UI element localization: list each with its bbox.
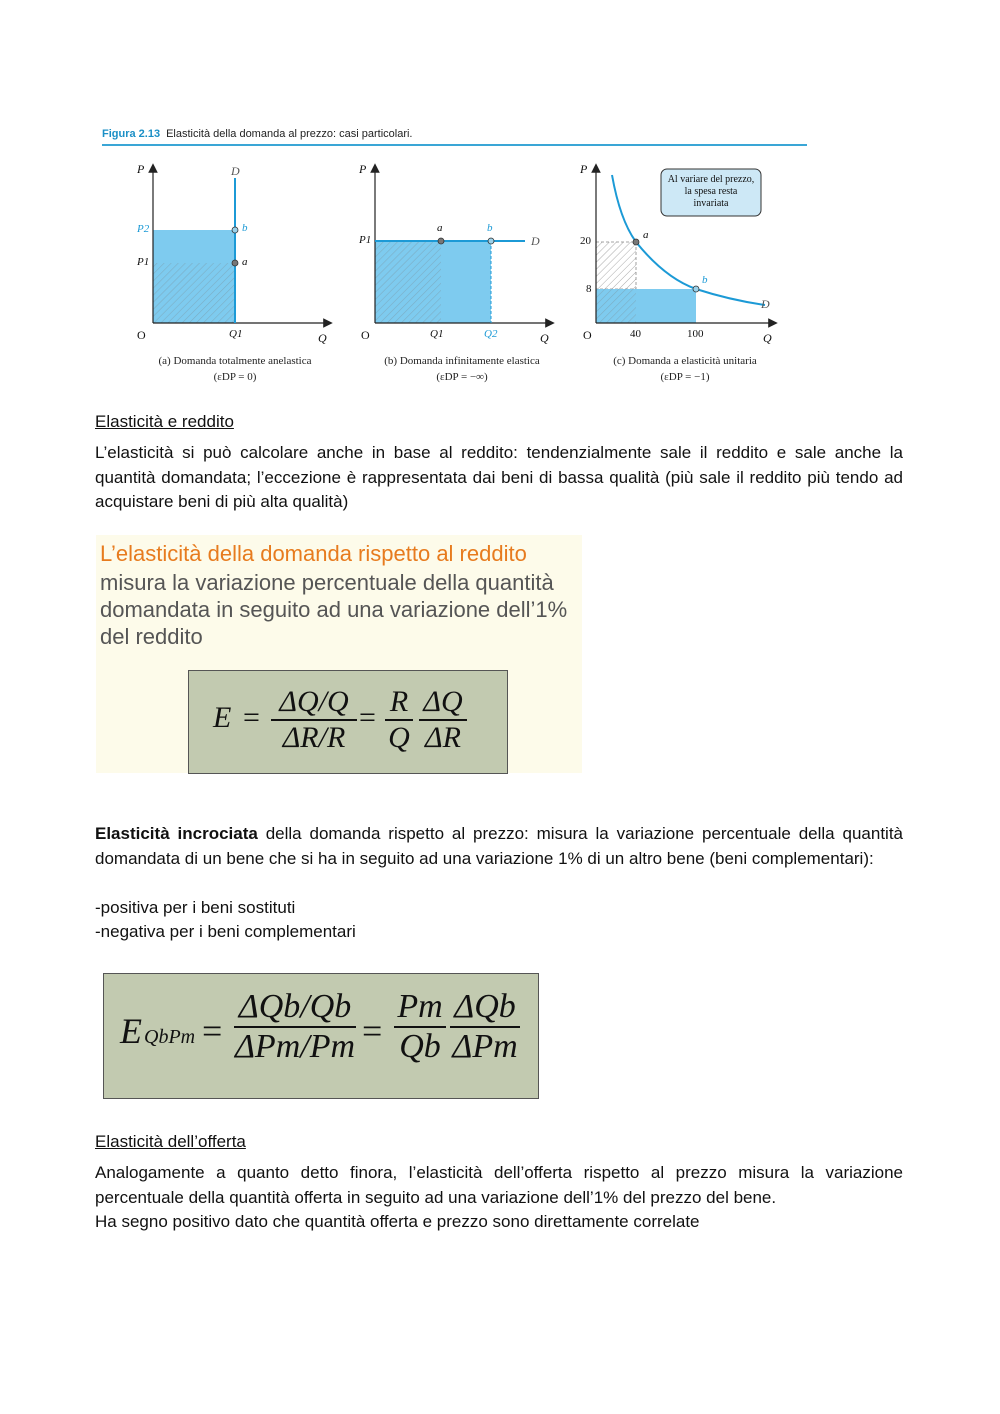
- section-heading-income: Elasticità e reddito: [95, 412, 234, 431]
- section-heading-supply: Elasticità dell’offerta: [95, 1132, 246, 1151]
- callout-line-1: Al variare del prezzo,: [667, 174, 755, 185]
- figure-label: Figura 2.13: [102, 128, 161, 140]
- income-paragraph: L’elasticità si può calcolare anche in base al reddito: tendenzialmente sale il reddito e sale anche la quantità domandata; l’eccezione è rappresentata dai beni di bassa qualità (più sale il reddito più tendo ad acquistare beni di più alta qualità): [95, 443, 903, 511]
- panel-c-axis-q: Q: [763, 331, 772, 345]
- panel-c-p20: 20: [580, 235, 591, 247]
- formula2-frac1-den: ΔPm/Pm: [234, 1027, 356, 1065]
- panel-b-q1: Q1: [430, 328, 444, 340]
- panel-c-q40: 40: [630, 328, 641, 340]
- formula1-frac3-num: ΔQ: [423, 685, 463, 718]
- formula1-frac1-den: ΔR/R: [282, 720, 346, 754]
- cross-elasticity-formula: [103, 973, 539, 1099]
- panel-a-q1: Q1: [229, 328, 243, 340]
- panel-a-axis-q: Q: [318, 331, 327, 345]
- panel-b-axis-q: Q: [540, 331, 549, 345]
- panel-c-p8: 8: [586, 283, 592, 295]
- panel-a-formula: (εDP = 0): [213, 371, 257, 383]
- panel-a-p1: P1: [137, 256, 150, 268]
- figure-title: [102, 128, 807, 146]
- panel-b-p1: P1: [359, 234, 372, 246]
- formula1-frac1-num: ΔQ/Q: [279, 685, 349, 718]
- formula2-lhs-sub: QbPm: [144, 1026, 196, 1048]
- formula1-eq1: =: [243, 701, 260, 734]
- panel-c-curve-label: D: [761, 297, 770, 311]
- income-box-text: [100, 569, 567, 650]
- panel-a-axis-p: P: [137, 162, 145, 176]
- panel-a-curve-label: D: [231, 164, 240, 178]
- formula1-frac3: [419, 685, 467, 755]
- formula1-eq2: =: [359, 701, 376, 734]
- formula1-frac3-den: ΔR: [425, 720, 461, 754]
- formula2-frac2-num: Pm: [397, 988, 443, 1025]
- cross-elasticity-text: della domanda rispetto al prezzo: misura la variazione percentuale della quantità domandata di un bene che si ha in seguito ad una variazione 1% di un altro bene (beni complementari):: [95, 824, 903, 868]
- panel-b-curve-label: D: [531, 234, 540, 248]
- formula1-frac2-num: R: [389, 685, 409, 718]
- formula2-frac2-den: Qb: [399, 1027, 441, 1065]
- income-box-line-1: misura la variazione percentuale della quantità: [100, 570, 554, 595]
- formula2-frac1: [234, 988, 356, 1066]
- callout-line-2: la spesa resta: [684, 186, 738, 197]
- income-box-line-2: domandata in seguito ad una variazione dell’1%: [100, 597, 568, 622]
- panel-a-point-a: a: [242, 256, 248, 268]
- panel-b-point-b: b: [487, 222, 493, 234]
- bullet-complements: -negativa per i beni complementari: [95, 922, 356, 941]
- income-box-line-3: del reddito: [100, 624, 203, 649]
- cross-elasticity-paragraph: [95, 822, 903, 871]
- panel-c-caption: (c) Domanda a elasticità unitaria: [613, 355, 757, 367]
- panel-a-graph: [153, 168, 328, 323]
- formula2-frac1-num: ΔQb/Qb: [238, 988, 352, 1025]
- panel-c-point-b: b: [702, 274, 708, 286]
- formula1-frac1: [271, 685, 357, 755]
- formula1-frac2-den: Q: [388, 720, 410, 754]
- formula1-lhs: E: [213, 701, 232, 734]
- figure-caption: Elasticità della domanda al prezzo: casi particolari.: [166, 128, 413, 140]
- panel-a-origin: O: [137, 328, 146, 342]
- panel-c-axis-p: P: [580, 162, 588, 176]
- formula2-lhs: E: [120, 1011, 142, 1051]
- panel-c-callout: [661, 174, 761, 210]
- callout-line-3: invariata: [693, 198, 729, 209]
- formula2-frac3-den: ΔPm: [452, 1027, 518, 1065]
- formula2-eq2: =: [362, 1011, 383, 1051]
- cross-elasticity-term: Elasticità incrociata: [95, 824, 258, 843]
- panel-b-origin: O: [361, 328, 370, 342]
- formula2-frac3-num: ΔQb: [454, 988, 516, 1025]
- panel-b-caption: (b) Domanda infinitamente elastica: [384, 355, 540, 367]
- supply-paragraph: Analogamente a quanto detto finora, l’elasticità dell’offerta rispetto al prezzo misura la variazione percentuale della quantità offerta in seguito ad una variazione dell’1% del prezzo del bene.: [95, 1163, 903, 1207]
- panel-a-p2: P2: [137, 223, 150, 235]
- panel-b-formula: (εDP = −∞): [436, 371, 488, 383]
- income-box-title: L’elasticità della domanda rispetto al reddito: [100, 541, 527, 566]
- formula2-frac3: [450, 988, 520, 1066]
- panel-c-formula: (εDP = −1): [660, 371, 710, 383]
- panel-c-point-a: a: [643, 229, 649, 241]
- formula2-eq1: =: [202, 1011, 223, 1051]
- panel-b-axis-p: P: [359, 162, 367, 176]
- bullet-substitutes: -positiva per i beni sostituti: [95, 898, 296, 917]
- panel-b-point-a: a: [437, 222, 443, 234]
- formula1-frac2: [385, 685, 413, 755]
- supply-line-2: Ha segno positivo dato che quantità offerta e prezzo sono direttamente correlate: [95, 1212, 700, 1231]
- panel-b-graph: [375, 168, 550, 323]
- income-elasticity-formula: [188, 670, 508, 774]
- panel-a-point-b: b: [242, 222, 248, 234]
- panel-c-origin: O: [583, 328, 592, 342]
- panel-a-caption: (a) Domanda totalmente anelastica: [158, 355, 312, 367]
- panel-c-q100: 100: [687, 328, 704, 340]
- panel-b-q2: Q2: [484, 328, 498, 340]
- formula2-frac2: [394, 988, 446, 1066]
